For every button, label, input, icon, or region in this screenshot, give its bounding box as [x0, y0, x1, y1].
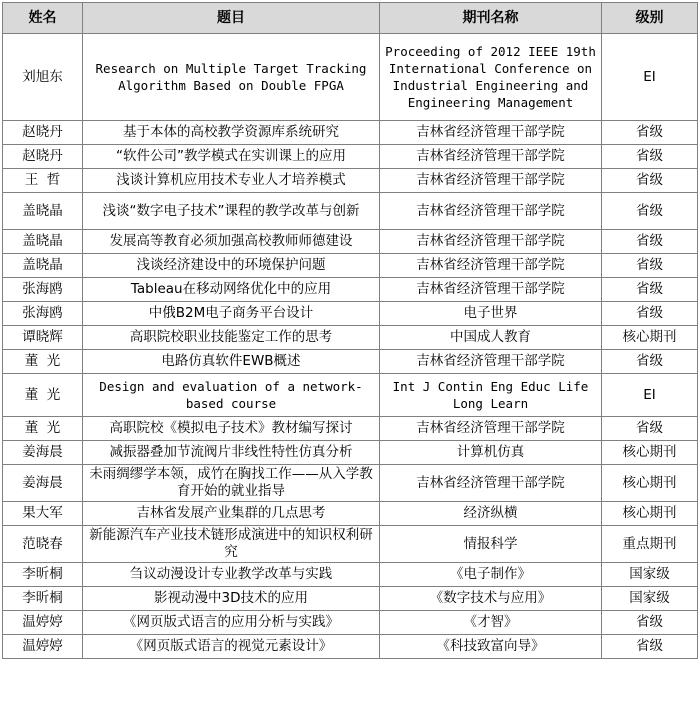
table-row: [3, 465, 698, 502]
table-row: [3, 635, 698, 659]
author-cell: 赵晓丹: [3, 145, 83, 169]
level-cell: 省级: [602, 193, 698, 230]
journal-cell: 《科技致富向导》: [380, 635, 602, 659]
journal-cell: 吉林省经济管理干部学院: [380, 350, 602, 374]
table-row: [3, 121, 698, 145]
title-cell: 发展高等教育必须加强高校教师师德建设: [83, 230, 380, 254]
level-cell: 省级: [602, 278, 698, 302]
title-cell: 新能源汽车产业技术链形成演进中的知识权利研究: [83, 526, 380, 563]
journal-cell: 吉林省经济管理干部学院: [380, 169, 602, 193]
level-cell: EI: [602, 374, 698, 417]
title-cell: 浅谈“数字电子技术”课程的教学改革与创新: [83, 193, 380, 230]
table-row: [3, 350, 698, 374]
author-cell: 温婷婷: [3, 611, 83, 635]
title-cell: 基于本体的高校教学资源库系统研究: [83, 121, 380, 145]
author-cell: 温婷婷: [3, 635, 83, 659]
author-cell: 盖晓晶: [3, 254, 83, 278]
table-row: [3, 193, 698, 230]
journal-cell: 吉林省经济管理干部学院: [380, 417, 602, 441]
title-cell: 浅谈计算机应用技术专业人才培养模式: [83, 169, 380, 193]
table-row: [3, 502, 698, 526]
journal-cell: 吉林省经济管理干部学院: [380, 145, 602, 169]
table-row: [3, 302, 698, 326]
title-cell: Research on Multiple Target Tracking Algorithm Based on Double FPGA: [83, 34, 380, 121]
title-cell: 影视动漫中3D技术的应用: [83, 587, 380, 611]
author-cell: 张海鸥: [3, 278, 83, 302]
author-cell: 盖晓晶: [3, 193, 83, 230]
level-cell: 省级: [602, 230, 698, 254]
publications-table: [2, 2, 698, 659]
level-cell: 省级: [602, 121, 698, 145]
table-row: [3, 230, 698, 254]
author-cell: 姜海晨: [3, 441, 83, 465]
level-cell: 核心期刊: [602, 502, 698, 526]
journal-cell: 吉林省经济管理干部学院: [380, 193, 602, 230]
title-cell: 高职院校职业技能鉴定工作的思考: [83, 326, 380, 350]
journal-cell: 《电子制作》: [380, 563, 602, 587]
author-cell: 盖晓晶: [3, 230, 83, 254]
level-cell: 核心期刊: [602, 326, 698, 350]
author-cell: 董 光: [3, 350, 83, 374]
table-row: [3, 34, 698, 121]
table-row: [3, 441, 698, 465]
table-row: [3, 587, 698, 611]
level-cell: 省级: [602, 254, 698, 278]
level-cell: 核心期刊: [602, 465, 698, 502]
author-cell: 董 光: [3, 417, 83, 441]
journal-cell: 吉林省经济管理干部学院: [380, 230, 602, 254]
journal-cell: 吉林省经济管理干部学院: [380, 465, 602, 502]
title-cell: 电路仿真软件EWB概述: [83, 350, 380, 374]
title-cell: 中俄B2M电子商务平台设计: [83, 302, 380, 326]
title-cell: 《网页版式语言的视觉元素设计》: [83, 635, 380, 659]
author-cell: 姜海晨: [3, 465, 83, 502]
level-cell: 省级: [602, 611, 698, 635]
author-cell: 李昕桐: [3, 563, 83, 587]
title-cell: 未雨绸缪学本领，成竹在胸找工作——从入学教育开始的就业指导: [83, 465, 380, 502]
title-cell: “软件公司”教学模式在实训课上的应用: [83, 145, 380, 169]
title-cell: 减振器叠加节流阀片非线性特性仿真分析: [83, 441, 380, 465]
author-cell: 范晓春: [3, 526, 83, 563]
level-cell: 省级: [602, 635, 698, 659]
journal-cell: 经济纵横: [380, 502, 602, 526]
author-cell: 赵晓丹: [3, 121, 83, 145]
level-cell: 省级: [602, 169, 698, 193]
title-cell: Design and evaluation of a network-based course: [83, 374, 380, 417]
author-cell: 谭晓辉: [3, 326, 83, 350]
title-cell: 高职院校《模拟电子技术》教材编写探讨: [83, 417, 380, 441]
level-cell: 省级: [602, 145, 698, 169]
header-journal: 期刊名称: [380, 3, 602, 34]
level-cell: 省级: [602, 350, 698, 374]
journal-cell: 吉林省经济管理干部学院: [380, 121, 602, 145]
journal-cell: 吉林省经济管理干部学院: [380, 254, 602, 278]
header-level: 级别: [602, 3, 698, 34]
level-cell: 重点期刊: [602, 526, 698, 563]
journal-cell: 吉林省经济管理干部学院: [380, 278, 602, 302]
header-name: 姓名: [3, 3, 83, 34]
journal-cell: Proceeding of 2012 IEEE 19th International Conference on Industrial Engineering and Engineering Management: [380, 34, 602, 121]
title-cell: 浅谈经济建设中的环境保护问题: [83, 254, 380, 278]
level-cell: 国家级: [602, 563, 698, 587]
table-row: [3, 526, 698, 563]
title-cell: 刍议动漫设计专业教学改革与实践: [83, 563, 380, 587]
table-row: [3, 278, 698, 302]
table-row: [3, 254, 698, 278]
table-row: [3, 145, 698, 169]
journal-cell: 中国成人教育: [380, 326, 602, 350]
author-cell: 果大军: [3, 502, 83, 526]
journal-cell: 《数字技术与应用》: [380, 587, 602, 611]
level-cell: EI: [602, 34, 698, 121]
title-cell: Tableau在移动网络优化中的应用: [83, 278, 380, 302]
table-row: [3, 374, 698, 417]
author-cell: 董 光: [3, 374, 83, 417]
level-cell: 省级: [602, 417, 698, 441]
journal-cell: Int J Contin Eng Educ Life Long Learn: [380, 374, 602, 417]
table-row: [3, 611, 698, 635]
journal-cell: 《才智》: [380, 611, 602, 635]
author-cell: 李昕桐: [3, 587, 83, 611]
level-cell: 核心期刊: [602, 441, 698, 465]
table-row: [3, 169, 698, 193]
header-title: 题目: [83, 3, 380, 34]
journal-cell: 电子世界: [380, 302, 602, 326]
level-cell: 省级: [602, 302, 698, 326]
author-cell: 张海鸥: [3, 302, 83, 326]
table-row: [3, 326, 698, 350]
title-cell: 《网页版式语言的应用分析与实践》: [83, 611, 380, 635]
header-row: [3, 3, 698, 34]
table-row: [3, 417, 698, 441]
title-cell: 吉林省发展产业集群的几点思考: [83, 502, 380, 526]
journal-cell: 情报科学: [380, 526, 602, 563]
author-cell: 刘旭东: [3, 34, 83, 121]
level-cell: 国家级: [602, 587, 698, 611]
journal-cell: 计算机仿真: [380, 441, 602, 465]
author-cell: 王 哲: [3, 169, 83, 193]
table-row: [3, 563, 698, 587]
